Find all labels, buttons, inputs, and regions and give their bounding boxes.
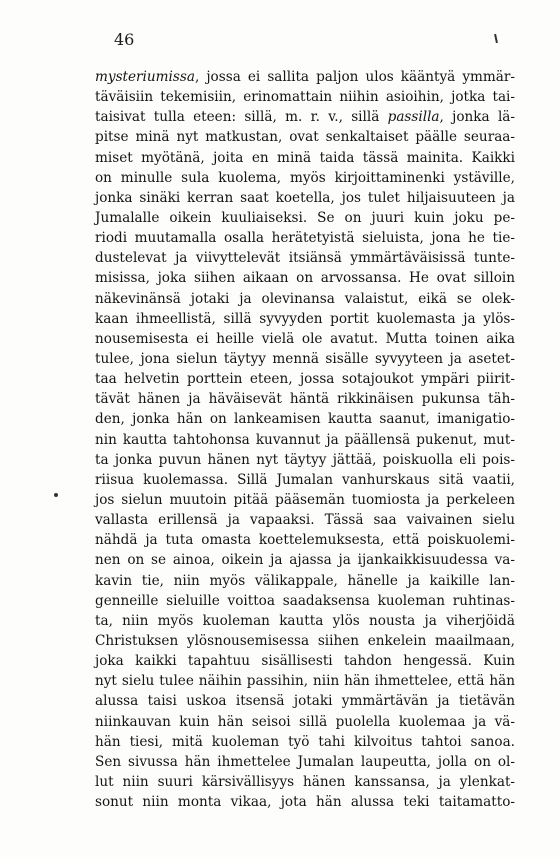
text-line: miset myötänä, joita en minä taida tässä mainita. Kaikki — [95, 149, 515, 166]
text-line: riodi muutamalla osalla herätetyistä sieluista, jona he tie- — [95, 230, 515, 247]
text-line: nousemisesta ei heille vielä ole avatut. Mutta toinen aika — [95, 330, 515, 347]
text-line: Sen sivussa hän ihmettelee Jumalan laupeutta, jolla on ol- — [95, 753, 515, 770]
text-line — [95, 67, 515, 87]
text-line: Jumalalle oikein kuuliaiseksi. Se on juuri kuin joku pe- — [95, 209, 515, 226]
text-line: ta jonka puvun hänen nyt täytyy jättää, poiskuolla eli pois- — [95, 451, 515, 468]
text-line: joka kaikki tapahtuu sisällisesti tahdon hengessä. Kuin — [95, 653, 515, 670]
text-line: Christuksen ylösnousemisessa siihen enkelein maailmaan, — [95, 632, 515, 649]
text-line: kaan ihmeellistä, sillä syvyyden portit kuolemasta ja ylös- — [95, 310, 515, 327]
text-line: nyt sielu tulee näihin passihin, niin hän ihmettelee, että hän — [95, 673, 515, 690]
body-text — [95, 67, 515, 812]
text-line: jonka sinäki kerran saat koetella, jos tulet hiljaisuuteen ja — [95, 189, 515, 206]
text-line: niinkauvan kuin hän seisoi sillä puolella kuolemaa ja vä- — [95, 713, 515, 730]
margin-dot-mark — [54, 493, 58, 497]
text-line: den, jonka hän on lankeamisen kautta saanut, imanigatio- — [95, 411, 515, 428]
text-line: täväisiin tekemisiin, erinomattain niihin asioihin, jotka tai- — [95, 89, 515, 106]
text-line: tävät hänen ja häväisevät häntä rikkinäisen pukunsa täh- — [95, 391, 515, 408]
text-line: kavin tie, niin myös välikappale, hänelle ja kaikille lan- — [95, 572, 515, 589]
text-line: genneille sieluille voittoa saadaksensa kuoleman ruhtinas- — [95, 592, 515, 609]
page-number: 46 — [114, 30, 135, 49]
text-line: nähdä ja tuta omasta koettelemuksesta, että poiskuolemi- — [95, 532, 515, 549]
text-line: taa helvetin porttein eteen, jossa sotajoukot ympäri piirit- — [95, 371, 515, 388]
text-line: vallasta erillensä ja vapaaksi. Tässä saa vaivainen sielu — [95, 512, 515, 529]
text-line: nen on se ainoa, oikein ja ajassa ja ijankaikkisuudessa va- — [95, 552, 515, 569]
text-line: hän tiesi, mitä kuoleman työ tahi kilvoitus tahtoi sanoa. — [95, 733, 515, 750]
text-line: ta, niin myös kuoleman kautta ylös nousta ja viherjöidä — [95, 612, 515, 629]
text-line: lut niin suuri kärsivällisyys hänen kanssansa, ja ylenkat- — [95, 773, 515, 790]
text-line: riisua kuolemassa. Sillä Jumalan vanhurskaus sitä vaatii, — [95, 471, 515, 488]
text-line: on minulle sula kuolema, myös kirjoittaminenki ystäville, — [95, 169, 515, 186]
italic-word: passilla — [387, 109, 440, 126]
margin-tick-mark — [494, 34, 498, 43]
text-line: misissa, joka siihen aikaan on arvossansa. He ovat silloin — [95, 270, 515, 287]
text-line-italic-lead — [95, 69, 515, 85]
text-line: taisivat tulla eteen: sillä, m. r. v., sillä passilla, jonka lä- — [95, 109, 515, 126]
text-line: nin kautta tahtohonsa kuvannut ja päällensä pukenut, mut- — [95, 431, 515, 448]
text-line: pitse minä nyt matkustan, ovat senkaltaiset päälle seuraa- — [95, 129, 515, 146]
text-line: alussa taisi uskoa itsensä jotaki ymmärtävän ja tietävän — [95, 693, 515, 710]
italic-word: mysteriumissa — [95, 69, 195, 85]
text-line: näkevinänsä jotaki ja olevinansa valaistut, eikä se olek- — [95, 290, 515, 307]
text-line: sonut niin monta vikaa, jota hän alussa teki taitamatto- — [95, 794, 515, 811]
text-line: tulee, jona sielun täytyy mennä sisälle syvyyteen ja asetet- — [95, 350, 515, 367]
line-rest: , jossa ei sallita paljon ulos kääntyä ymmär- — [194, 69, 515, 85]
text-line: dustelevat ja viivyttelevät itsiänsä ymmärtäväisissä tunte- — [95, 250, 515, 267]
text-line: jos sielun muutoin pitää pääsemän tuomiosta ja perkeleen — [95, 491, 515, 508]
